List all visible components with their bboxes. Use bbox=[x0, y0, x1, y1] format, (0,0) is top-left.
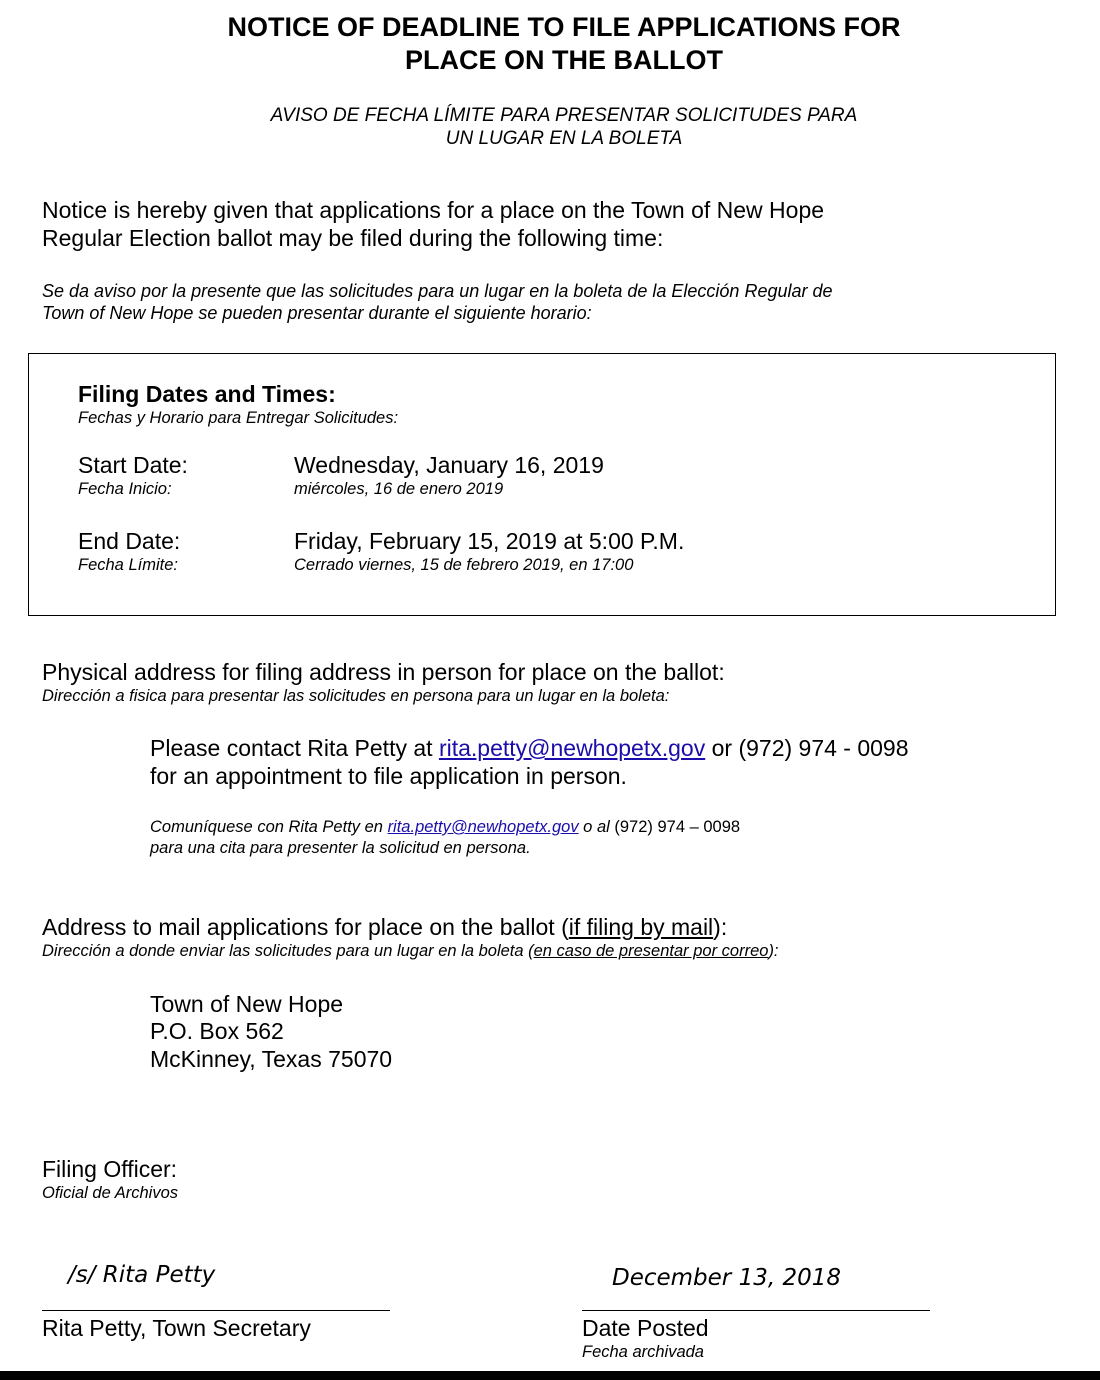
contact-phone: or (972) 974 - 0098 bbox=[705, 735, 909, 761]
contact-email-link[interactable]: rita.petty@newhopetx.gov bbox=[438, 735, 706, 761]
intro-en-line1: Notice is hereby given that applications for a place on the Town of New Hope bbox=[42, 197, 825, 223]
start-date-label-es: Fecha Inicio: bbox=[78, 480, 172, 498]
end-date-value-es: Cerrado viernes, 15 de febrero 2019, en 17:00 bbox=[294, 556, 634, 574]
contact-es-phone: (972) 974 – 0098 bbox=[614, 818, 741, 836]
physical-address-heading: Physical address for filing address in person for place on the ballot: bbox=[42, 659, 725, 685]
contact-line1 bbox=[150, 734, 909, 762]
mail-address-line3: McKinney, Texas 75070 bbox=[150, 1046, 393, 1072]
date-posted-label-es: Fecha archivada bbox=[582, 1343, 704, 1361]
filing-officer-label: Filing Officer: bbox=[42, 1156, 178, 1182]
start-date-label: Start Date: bbox=[78, 452, 188, 478]
notice-title-line1: NOTICE OF DEADLINE TO FILE APPLICATIONS FOR bbox=[227, 12, 901, 42]
notice-title-line2: PLACE ON THE BALLOT bbox=[405, 45, 723, 75]
notice-subtitle-line2: UN LUGAR EN LA BOLETA bbox=[445, 128, 683, 149]
signer-name-title: Rita Petty, Town Secretary bbox=[42, 1315, 311, 1341]
contact-es-prefix: Comuníquese con Rita Petty en bbox=[150, 818, 388, 836]
mail-heading-es-prefix: Dirección a donde enviar las solicitudes para un lugar en la boleta ( bbox=[42, 942, 534, 960]
notice-subtitle-line1: AVISO DE FECHA LÍMITE PARA PRESENTAR SOLICITUDES PARA bbox=[270, 105, 858, 126]
contact-prefix: Please contact Rita Petty at bbox=[150, 735, 439, 761]
start-date-value: Wednesday, January 16, 2019 bbox=[294, 452, 604, 478]
contact-es-connector: o al bbox=[578, 818, 615, 836]
start-date-value-es: miércoles, 16 de enero 2019 bbox=[294, 480, 504, 498]
physical-address-heading-es: Dirección a fisica para presentar las solicitudes en persona para un lugar en la boleta: bbox=[42, 687, 670, 705]
filing-officer-label-es: Oficial de Archivos bbox=[42, 1184, 179, 1202]
signature: /s/ Rita Petty bbox=[68, 1262, 216, 1288]
contact-es-line1 bbox=[150, 817, 740, 837]
end-date-label: End Date: bbox=[78, 528, 181, 554]
filing-box-heading: Filing Dates and Times: bbox=[78, 381, 336, 407]
contact-line2: for an appointment to file application in person. bbox=[150, 763, 627, 789]
intro-es-line1: Se da aviso por la presente que las solicitudes para un lugar en la boleta de la Elección Regular de bbox=[42, 281, 833, 301]
end-date-value: Friday, February 15, 2019 at 5:00 P.M. bbox=[294, 528, 685, 554]
end-date-label-es: Fecha Límite: bbox=[78, 556, 178, 574]
intro-en-line2: Regular Election ballot may be filed during the following time: bbox=[42, 225, 664, 251]
mail-address-line2: P.O. Box 562 bbox=[150, 1018, 284, 1044]
mail-heading-es-underlined: en caso de presentar por correo bbox=[533, 942, 769, 960]
mail-heading-underlined: if filing by mail bbox=[568, 914, 714, 940]
filing-box-heading-es: Fechas y Horario para Entregar Solicitudes: bbox=[78, 409, 399, 427]
date-posted-label: Date Posted bbox=[582, 1315, 709, 1341]
mail-heading-es-suffix: ): bbox=[768, 942, 779, 960]
date-signed: December 13, 2018 bbox=[612, 1265, 842, 1291]
mail-address-line1: Town of New Hope bbox=[150, 991, 344, 1017]
signature-line bbox=[42, 1310, 390, 1311]
mail-heading-suffix: ): bbox=[713, 914, 728, 940]
date-line bbox=[582, 1310, 930, 1311]
mail-address-heading bbox=[42, 913, 727, 941]
mail-address-heading-es bbox=[42, 941, 779, 961]
mail-heading-prefix: Address to mail applications for place on the ballot ( bbox=[42, 914, 569, 940]
page-bottom-border bbox=[0, 1371, 1100, 1380]
intro-es-line2: Town of New Hope se pueden presentar durante el siguiente horario: bbox=[42, 303, 592, 323]
contact-es-line2: para una cita para presenter la solicitud en persona. bbox=[150, 839, 531, 857]
contact-es-email-link[interactable]: rita.petty@newhopetx.gov bbox=[387, 818, 579, 836]
